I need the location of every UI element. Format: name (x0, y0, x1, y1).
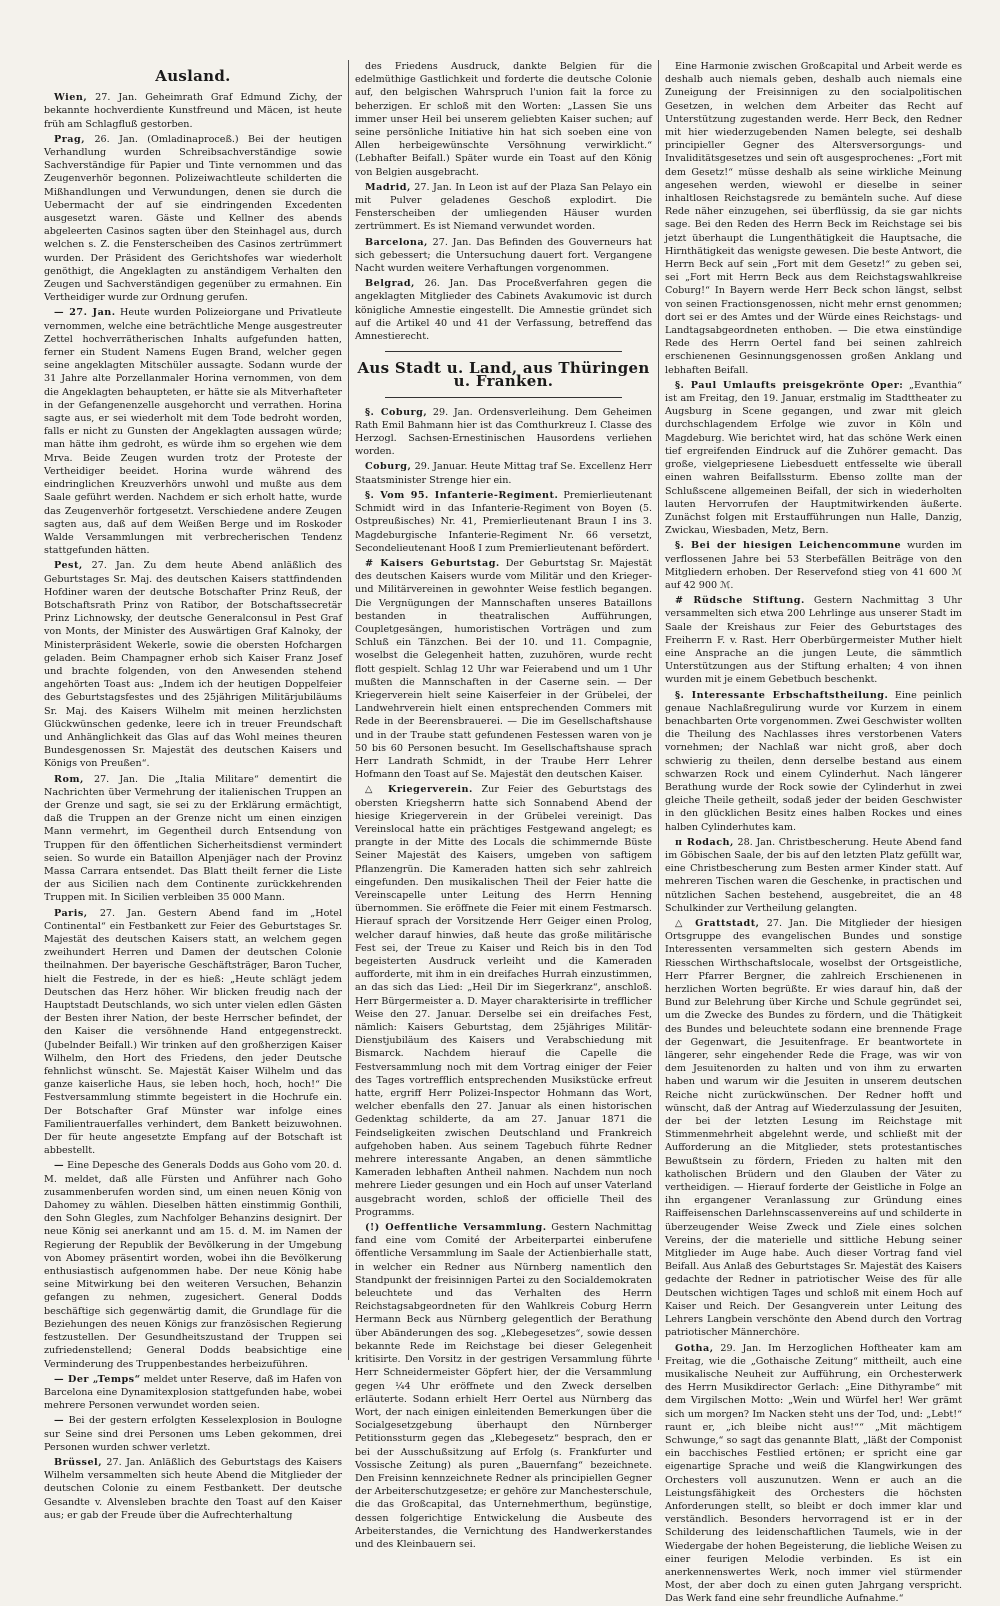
article-text: 26. Jan. (Omladinaproceß.) Bei der heutigen Verhandlung wurden Schreibsachverständige sowie Sachverständige für Papier und Tinte vernommen und das Zeugenverhör begonnen. Polizeiwachtleute schilderten die Mißhandlungen und Verwundungen, denen sie durch die Uebermacht der auf sie eindringenden Excedenten ausgesetzt waren. Gäste und Kellner des abends abgeleerten Casinos sagten über den Steinhagel aus, durch welchen s. Z. die Fensterscheiben des Casinos zertrümmert wurden. Der Präsident des Gerichtshofes war wiederholt genöthigt, die Angeklagten zu anständigem Verhalten den Zeugen und Sachverständigen gegenüber zu ermahnen. Ein Vertheidiger wurde zur Ordnung gerufen. (44, 133, 342, 304)
article-text: 27. Jan. Zu dem heute Abend anläßlich des Geburtstages Sr. Maj. des deutschen Kaisers stattfindenden Hofdiner waren der deutsche Botschafter Prinz Reuß, der Botschaftsrath Prinz von Ratibor, der Botschaftssecretär Prinz Lichnowsky, der deutsche Generalconsul in Pest Graf von Monts, der Minister des Auswärtigen Graf Kalnoky, der Ministerpräsident Wekerle, sowie die obersten Hofchargen geladen. Beim Champagner erhob sich Kaiser Franz Josef und brachte folgenden, von den Anwesenden stehend angehörten Toast aus: „Indem ich der heutigen Doppelfeier des Geburtstagsfestes und des 25jährigen Militärjubiläums Sr. Maj. des Kaisers Wilhelm mit meinen herzlichsten Glückwünschen gedenke, leere ich in treuer Freundschaft und Anhänglichkeit das Glas auf das Wohl meines theuren Bundesgenossen Sr. Majestät des deutschen Kaisers und Königs von Preußen“. (44, 560, 342, 770)
article-paragraph (44, 91, 342, 131)
article-text: Gestern Nachmittag 3 Uhr versammelten sich etwa 200 Lehrlinge aus unserer Stadt im Saale der Kreishaus zur Feier des Geburtstages des Freiherrn F. v. Rast. Herr Oberbürgermeister Muther hielt eine Ansprache an die jungen Leute, die sämmtlich Unterstützungen aus der Stiftung erhalten; 4 von ihnen wurden mit je einem Gebetbuch beschenkt. (665, 595, 962, 686)
article-text: 27. Jan. Gestern Abend fand im „Hotel Continental“ ein Festbankett zur Feier des Geburtstages Sr. Majestät des deutschen Kaisers statt, an welchem gegen zweihundert Herren und Damen der deutschen Colonie theilnahmen. Der bayerische Geschäftsträger, Baron Tucher, hielt die Festrede, in der es hieß: „Heute schlägt jedem Deutschen das Herz höher. Wir blicken freudig nach der Hauptstadt Deutschlands, wo sich unter vielen edlen Gästen der Besten ihrer Nation, der beste Herrscher befindet, der den Kaiser die versöhnende Hand entgegenstreckt. (Jubelnder Beifall.) Wir trinken auf den großherzigen Kaiser Wilhelm, den Hort des Friedens, den jeder Deutsche fehnlichst wünscht. Se. Majestät Kaiser Wilhelm und das ganze kaiserliche Haus, sie leben hoch, hoch, hoch!“ Die Festversammlung stimmte begeistert in die Hochrufe ein. Der Botschafter Graf Münster war infolge eines Familientrauerfalles verhindert, dem Bankett beizuwohnen. Der für heute angesetzte Empfang auf der Botschaft ist abbestellt. (44, 907, 342, 1157)
article-text: „Evanthia“ ist am Freitag, den 19. Januar, erstmalig im Stadttheater zu Augsburg in Scene gegangen, und zwar mit gleich durchschlagendem Erfolge wie zuvor in Köln und Magdeburg. Wie berichtet wird, hat das schöne Werk einen tief ergreifenden Eindruck auf die Zuhörer gemacht. Das große, vielgepriesene Liebesduett entfesselte wie überall einen wahren Beifallssturm. Ebenso zollte man der Schlußscene allgemeinen Beifall, der sich in wiederholten lauten Hervorrufen der Hauptmitwirkenden äußerte. Zunächst folgen mit Erstaufführungen nun Halle, Danzig, Zwickau, Wiesbaden, Metz, Bern. (665, 379, 962, 537)
article-text: 29. Jan. Ordensverleihung. Dem Geheimen Rath Emil Bahmann hier ist das Comthurkreuz I. Classe des Herzogl. Sachsen-Ernestinischen Hausordens verliehen worden. (355, 406, 652, 458)
article-paragraph (44, 559, 342, 770)
article-text: 27. Jan. Anläßlich des Geburtstags des Kaisers Wilhelm versammelten sich heute Abend die Mitglieder der deutschen Colonie zu einem Festbankett. Der deutsche Gesandte v. Alvensleben brachte den Toast auf den Kaiser aus; er gab der Freude über die Aufrechterhaltung (44, 1456, 342, 1521)
dateline: — Der „Temps“ (54, 1373, 141, 1385)
dateline: Rom, (54, 773, 84, 785)
article-paragraph (665, 379, 962, 537)
article-text: meldet unter Reserve, daß im Hafen von Barcelona eine Dynamitexplosion stattgefunden habe, wobei mehrere Personen verwundet worden seien. (44, 1373, 342, 1412)
article-text: Eine peinlich genaue Nachlaßregulirung wurde vor Kurzem in einem benachbarten Orte vorgenommen. Zwei Geschwister wollten die Theilung des Nachlasses ihres verstorbenen Vaters vornehmen; der Nachlaß war nicht groß, aber doch schwierig zu theilen, denn derselbe bestand aus einem schwarzen Rock und einem Cylinderhut. Nach längerer Berathung wurde der Rock sowie der Cylinderhut in zwei gleiche Theile getheilt, sodaß jeder der beiden Geschwister in den glücklichen Besitz eines halben Rockes und eines halben Cylinderhutes kam. (665, 689, 962, 833)
article-text: 28. Jan. Christbescherung. Heute Abend fand im Göbischen Saale, der bis auf den letzten Platz gefüllt war, eine Christbescherung zum Besten armer Kinder statt. Auf mehreren Tischen waren die Geschenke, in practischen und nützlichen Sachen bestehend, ausgebreitet, die an 48 Schulkinder zur Vertheilung gelangten. (665, 836, 963, 914)
article-paragraph (355, 783, 652, 1219)
article-text: Eine Harmonie zwischen Großcapital und Arbeit werde es deshalb auch niemals geben, deshalb auch niemals eine Zuneigung der Freisinnigen zu den socialpolitischen Gesetzen, in welchen dem Arbeiter das Recht auf Unterstützung zugestanden werde. Herr Beck, den Redner mit hier wiederzugebenden Namen belegte, sei deshalb principieller Gegner des Altersversorgungs- und Invaliditätsgesetzes und sein oft ausgesprochenes: „Fort mit dem Gesetz!“ müsse deshalb als seine wirkliche Meinung angesehen werden, wiewohl er dieselbe in seiner inhaltlosen Reichstagsrede zu bemänteln suche. Auf diese Rede näher einzugehen, sei überflüssig, da sie gar nichts sage. Bei den Reden des Herrn Beck im Reichstage sei bis jetzt überhaupt die Lungenthätigkeit die Hauptsache, die Hirnthätigkeit das wenigste gewesen. Die beste Antwort, die Herrn Beck auf sein „Fort mit dem Gesetz!“ zu geben sei, sei „Fort mit Herrn Beck aus dem Reichstagswahlkreise Coburg!“ In Bayern werde Herr Beck schon längst, selbst von seinen Fractionsgenossen, nicht mehr ernst genommen; dort sei er des Amtes und der Würde eines Reichstags- und Landtagsabgeordneten enthoben. — Die etwa einstündige Rede des Herrn Oertel fand bei seinen zahlreich erschienenen Gesinnungsgenossen großen Anklang und lebhaften Beifall. (665, 61, 962, 376)
article-paragraph (355, 489, 652, 555)
dateline: Coburg, (365, 461, 412, 473)
article-paragraph (44, 1414, 342, 1454)
article-paragraph (355, 181, 652, 234)
dateline: Brüssel, (54, 1456, 103, 1468)
article-text: 29. Jan. Im Herzoglichen Hoftheater kam am Freitag, wie die „Gothaische Zeitung“ mittheilt, auch eine musikalische Neuheit zur Aufführung, ein Orchesterwerk des Herrn Musikdirector Gerlach: „Eine Dithyrambe“ mit dem Virgilschen Motto: „Wein und Würfel her! Wer grämt sich um morgen? Im Nacken steht uns der Tod, und: „Lebt!“ raunt er, „ich bleibe nicht aus!““ „Mit mächtigem Schwunge,“ so sagt das genannte Blatt, „läßt der Componist ein bacchisches Festlied ertönen; er spricht eine gar eigenartige Sprache und weiß die Klangwirkungen des Orchesters voll auszunutzen. Wenn er auch an die Leistungsfähigkeit des Orchesters die höchsten Anforderungen stellt, so bleibt er doch immer klar und verständlich. Besonders hervorragend ist er in der Schilderung des leidenschaftlichen Taumels, wie in der Wiedergabe der hohen Begeisterung, die liebliche Weisen zu einer feurigen Melodie verbinden. Es ist ein anerkennenswertes Werk, noch immer viel stürmender Most, der aber doch zu einen guten Jahrgang verspricht. Das Werk fand eine sehr freundliche Aufnahme.“ (665, 1342, 962, 1605)
dateline: Gotha, (675, 1342, 714, 1354)
article-text: 27. Jan. Das Befinden des Gouverneurs hat sich gebessert; die Untersuchung dauert fort. Vergangene Nacht wurden weitere Verhaftungen vorgenommen. (355, 236, 652, 275)
article-paragraph (44, 1373, 342, 1413)
dateline: Madrid, (365, 181, 411, 193)
columns (38, 60, 978, 1605)
dateline: △ Grattstadt, (675, 918, 760, 929)
article-paragraph (665, 539, 962, 592)
article-paragraph (355, 460, 652, 486)
article-text: Heute wurden Polizeiorgane und Privatleute vernommen, welche eine beträchtliche Menge ausgestreuter Zettel hochverrätherischen Inhalts aufgefunden hatten, ferner ein Student Namens Eugen Brand, welcher gegen seine angeklagten Mitschüler aussagte. Sodann wurde der 31 Jahre alte Porzellanmaler Horina vernommen, von dem die Angeklagten behaupteten, er hätte sie als Mitverhafteter in der Gefangenenzelle ausgehorcht und verrathen. Horina sagte aus, er sei wiederholt mit dem Tode bedroht worden, falls er nicht zu Gunsten der Angeklagten aussagen würde; man hätte ihm gedroht, es würde ihm so ergehen wie dem Mrva. Beide Zeugen wurden trotz der Proteste der Vertheidiger beeidet. Horina wurde während des eindringlichen Kreuzverhörs unwohl und mußte aus dem Saale geführt werden. Nachdem er sich erholt hatte, wurde das Zeugenverhör fortgesetzt. Verschiedene andere Zeugen sagten aus, daß auf dem Weißen Berge und im Roskoder Walde Versammlungen mit verbrecherischen Tendenz stattgefunden hätten. (44, 307, 342, 557)
dateline: π Rodach, (675, 836, 734, 848)
dateline: Pest, (54, 560, 83, 572)
article-text: wurden im verflossenen Jahre bei 53 Sterbefällen Beiträge von den Mitgliedern erhoben. Der Reservefond stieg von 41 600 ℳ auf 42 900 ℳ. (665, 540, 962, 591)
article-text: 27. Jan. Die „Italia Militare“ dementirt die Nachrichten über Vermehrung der italienischen Truppen an der Grenze und sagt, sie sei zu der Erklärung ermächtigt, daß die Truppen an der Grenze nicht um einen einzigen Mann vermehrt, im Gegentheil durch Entsendung von Truppen für den öffentlichen Sicherheitsdienst vermindert seien. So wurde ein Bataillon Alpenjäger nach der Provinz Massa Carrara entsendet. Das Blatt theilt ferner die Liste der aus Sicilien nach dem Continente zurückkehrenden Truppen mit. In Sicilien verbleiben 35 000 Mann. (44, 773, 342, 904)
dateline: — (54, 1160, 65, 1172)
column-3 (658, 60, 968, 1605)
dateline: Wien, (54, 92, 88, 104)
article-text: 27. Jan. In Leon ist auf der Plaza San Pelayo ein mit Pulver geladenes Geschoß explodirt. Die Fensterscheiben der umliegenden Häuser wurden zertrümmert. Es ist Niemand verwundet worden. (355, 181, 652, 233)
article-paragraph (665, 836, 962, 915)
article-text: Bei der gestern erfolgten Kesselexplosion in Boulogne sur Seine sind drei Personen ums Leben gekommen, drei Personen wurden schwer verletzt. (44, 1415, 342, 1453)
article-paragraph (665, 1342, 962, 1606)
dateline: §. Interessante Erbschaftstheilung. (675, 689, 889, 701)
article-text: Gestern Nachmittag fand eine vom Comité der Arbeiterpartei einberufene öffentliche Versammlung im Saale der Actienbierhalle statt, in welcher ein Redner aus Nürnberg namentlich den Standpunkt der freisinnigen Partei zu den Socialdemokraten beleuchtete und das Verhalten des Herrn Reichstagsabgeordneten für den Wahlkreis Coburg Herrn Hermann Beck aus Nürnberg gelegentlich der Berathung über Abänderungen des sog. „Klebegesetzes“, sowie dessen bekannte Rede im Reichstage bei dieser Gelegenheit kritisirte. Den Vorsitz in der gestrigen Versammlung führte Herr Schneidermeister Göpfert hier, der die Versammlung gegen ¼4 Uhr eröffnete und den Zweck derselben erläuterte. Sodann erhielt Herr Oertel aus Nürnberg das Wort, der nach einigen einleitenden Bemerkungen über die Socialgesetzgebung überhaupt den Nürnberger Petitionssturm gegen das „Klebegesetz“ besprach, den er bei der Ausschußsitzung auf Erfolg (s. Frankfurter und Vossische Zeitung) als puren „Bauernfang“ bezeichnete. Den Freisinn kennzeichnete Redner als principiellen Gegner der Arbeiterschutzgesetze; er gehöre zur Manchesterschule, die das Großcapital, das Unternehmerthum, begünstige, dessen folgerichtige Entwickelung die Ausbeute des Arbeiterstandes, die Vernichtung des Handwerkerstandes und des Kleinbauern sei. (355, 1222, 652, 1550)
dateline: # Kaisers Geburtstag. (365, 557, 500, 569)
article-paragraph (665, 689, 962, 834)
dateline: §. Coburg, (365, 406, 428, 418)
article-paragraph (44, 133, 342, 305)
article-paragraph (44, 306, 342, 557)
article-paragraph (44, 1159, 342, 1370)
dateline: Prag, (54, 133, 86, 145)
article-paragraph (355, 1221, 652, 1551)
dateline: (!) Oeffentliche Versammlung. (365, 1222, 547, 1234)
article-paragraph (355, 557, 652, 781)
article-paragraph (665, 594, 962, 686)
article-paragraph (665, 917, 962, 1340)
dateline: Paris, (54, 907, 88, 919)
article-paragraph (355, 60, 652, 179)
section-heading-local: Aus Stadt u. Land, aus Thüringen u. Franken. (357, 359, 650, 391)
column-1 (38, 60, 348, 1521)
dateline: # Rüdsche Stiftung. (675, 595, 805, 607)
dateline: §. Vom 95. Infanterie-Regiment. (365, 489, 559, 501)
article-text: Zur Feier des Geburtstags des obersten Kriegsherrn hatte sich Sonnabend Abend der hiesige Kriegerverein in der Grübelei vereinigt. Das Vereinslocal hatte ein prächtiges Festgewand angelegt; es prangte in der Mitte des Locals die schimmernde Büste Seiner Majestät des Kaisers, umgeben von saftigem Pflanzengrün. Die Kameraden hatten sich sehr zahlreich eingefunden. Den musikalischen Theil der Feier hatte die Vereinscapelle unter Leitung des Herrn Henning übernommen. Sie eröffnete die Feier mit einem Festmarsch. Hierauf sprach der Vorsitzende Herr Geiger einen Prolog, welcher darauf hinwies, daß heute das große militärische Fest sei, der Treue zu Kaiser und Reich bis in den Tod begeisterten Ausdruck verleiht und die Kameraden aufforderte, mit ihm in ein dreifaches Hurrah einzustimmen, an das sich das Lied: „Heil Dir im Siegerkranz“, anschloß. Herr Bürgermeister a. D. Mayer charakterisirte in trefflicher Weise den 27. Januar. Derselbe sei ein dreifaches Fest, nämlich: Kaisers Geburtstag, dem 25jähriges Militär-Dienstjubiläum des Kaisers und Verabschiedung mit Bismarck. Nachdem hierauf die Capelle die Festversammlung noch mit dem Vortrag einiger der Feier des Tages vortrefflich entsprechenden Musikstücke erfreut hatte, ergriff Herr Polizei-Inspector Hohmann das Wort, welcher ebenfalls den 27. Januar als einen historischen Gedenktag schilderte, da am 27. Januar 1871 die Feindseligkeiten zwischen Deutschland und Frankreich aufgehoben haben. Aus seinem Tagebuch führte Redner mehrere interessante Angaben, an denen sämmtliche Kameraden lebhaften Antheil nahmen. Nachdem nun noch mehrere Lieder gesungen und ein Hoch auf unser Vaterland ausgebracht worden, schloß der officielle Theil des Programms. (355, 784, 652, 1218)
article-text: 27. Jan. Die Mitglieder der hiesigen Ortsgruppe des evangelischen Bundes und sonstige Interessenten versammelten sich gestern Abends im Riesschen Wirthschaftslocale, woselbst der Ortsgeistliche, Herr Pfarrer Bergner, die zahlreich Erschienenen in herzlichen Worten begrüßte. Er wies darauf hin, daß der Bund zur Belehrung über Kirche und Schule gegründet sei, um die Zwecke des Bundes zu fördern, und die Thätigkeit des Bundes und beleuchtete sodann eine brennende Frage der Gegenwart, die Jesuitenfrage. Er beantwortete in längerer, sehr eingehender Rede die Frage, was wir von dem Jesuitenorden zu halten und von ihm zu erwarten haben und warum wir die Jesuiten in unserem deutschen Reiche nicht zurückwünschen. Der Redner hofft und wünscht, daß der Antrag auf Wiederzulassung der Jesuiten, der bei der letzten Lesung im Reichstage mit Stimmenmehrheit abgelehnt werde, und schließt mit der Aufforderung an die Mitglieder, stets protestantisches Bewußtsein zu fördern, Frieden zu halten mit den katholischen Brüdern und den Glauben der Väter zu vertheidigen. — Hierauf forderte der Geistliche in Folge an ihn ergangener Veranlassung zur Gründung eines Raiffeisenschen Darlehnscassenvereins auf und schilderte in überzeugender Weise Zweck und Ziele eines solchen Vereins, der die materielle und sittliche Hebung seiner Mitglieder im Auge habe. Auch dieser Vortrag fand viel Beifall. Aus Anlaß des Geburtstages Sr. Majestät des Kaisers gedachte der Redner in patriotischer Weise des für alle Deutschen wichtigen Tages und schloß mit einem Hoch auf Kaiser und Reich. Der Gesangverein unter Leitung des Lehrers Langbein verschönte den Abend durch den Vortrag patriotischer Männerchöre. (665, 918, 962, 1339)
dateline: Barcelona, (365, 236, 428, 248)
article-paragraph (355, 277, 652, 343)
article-paragraph (44, 1456, 342, 1522)
article-text: Premierlieutenant Schmidt wird in das Infanterie-Regiment von Boyen (5. Ostpreußisches) Nr. 41, Premierlieutenant Braun I ins 3. Magdeburgische Infanterie-Regiment Nr. 66 versetzt, Secondelieutenant Hooß I zum Premierlieutenant befördert. (355, 489, 652, 554)
section-heading-ausland: Ausland. (155, 67, 231, 85)
dateline: Belgrad, (365, 278, 415, 290)
column-2 (348, 60, 658, 1550)
article-text: 27. Jan. Geheimrath Graf Edmund Zichy, der bekannte hochverdiente Kunstfreund und Mäcen, ist heute früh am Schlagfluß gestorben. (44, 92, 342, 130)
article-text: Der Geburtstag Sr. Majestät des deutschen Kaisers wurde vom Militär und den Krieger- und Militärvereinen in gewohnter Weise festlich begangen. Die Vergnügungen der Mannschaften unseres Bataillons bestanden in theatralischen Aufführungen, Coupletgesängen, humoristischen Vorträgen und zum Schluß ein Tänzchen. Bei der 10. und 11. Compagnie, woselbst die Gelegenheit hatten, zuzuhören, wurde recht flott gespielt. Schlag 12 Uhr war Feierabend und um 1 Uhr mußten die Mannschaften in der Caserne sein. — Der Kriegerverein hielt seine Kaiserfeier in der Grübelei, der Landwehrverein hielt einen entsprechenden Commers mit Rede in der Beerensbrauerei. — Die im Gesellschaftshause und in der Traube statt gefundenen Festessen waren von je 50 bis 60 Personen besucht. Im Gesellschaftshause sprach Herr Landrath Schmidt, in der Traube Herr Lehrer Hofmann den Toast auf Se. Majestät den deutschen Kaiser. (355, 557, 652, 781)
dateline: △ Kriegerverein. (365, 784, 473, 796)
article-text: des Friedens Ausdruck, dankte Belgien für die edelmüthige Gastlichkeit und forderte die deutsche Colonie auf, den belgischen Wahrspruch l'union fait la force zu beherzigen. Er schloß mit den Worten: „Lassen Sie uns immer unser Heil bei unserem geliebten Kaiser suchen; auf seine persönliche Initiative hin hat sich soeben eine von Allen herbeigewünschte Versöhnung verwirklicht.“ (Lebhafter Beifall.) Später wurde ein Toast auf den König von Belgien ausgebracht. (355, 61, 652, 178)
dateline: — 27. Jan. (54, 307, 116, 319)
divider-rule (385, 351, 622, 352)
dateline: §. Paul Umlaufts preisgekrönte Oper: (675, 379, 904, 391)
article-text: 29. Januar. Heute Mittag traf Se. Excellenz Herr Staatsminister Strenge hier ein. (355, 461, 652, 486)
article-paragraph (44, 907, 342, 1158)
article-paragraph (355, 406, 652, 459)
article-paragraph (355, 236, 652, 276)
article-paragraph (665, 60, 962, 377)
article-text: Eine Depesche des Generals Dodds aus Goho vom 20. d. M. meldet, daß alle Fürsten und Anführer nach Goho zusammenberufen worden sind, um einen neuen König von Dahomey zu wählen. Dieselben hätten einstimmig Gonthili, den Sohn Glegles, zum Nachfolger Behanzins designirt. Der neue König sei anerkannt und am 15. d. M. im Namen der Regierung der Republik der Bevölkerung in der Umgebung von Abomey präsentirt worden, wobei ihn die Bevölkerung enthusiastisch aufgenommen habe. Der neue König habe seine Mitwirkung bei den weiteren Versuchen, Behanzin gefangen zu nehmen, zugesichert. General Dodds beschäftige sich gegenwärtig damit, die Grundlage für die Beziehungen des neuen Königs zur französischen Regierung festzustellen. Der Gesundheitszustand der Truppen sei zufriedenstellend; General Dodds beabsichtige eine Verminderung des Truppenbestandes herbeizuführen. (44, 1160, 342, 1370)
article-text: 26. Jan. Das Proceßverfahren gegen die angeklagten Mitglieder des Cabinets Avakumovic ist durch königliche Amnestie eingestellt. Die Amnestie gründet sich auf die Artikel 40 und 41 der Verfassung, betreffend das Amnestierecht. (355, 278, 652, 343)
dateline: — (54, 1415, 65, 1427)
divider-rule (385, 397, 622, 398)
dateline: §. Bei der hiesigen Leichencommune (675, 540, 902, 552)
article-paragraph (44, 773, 342, 905)
